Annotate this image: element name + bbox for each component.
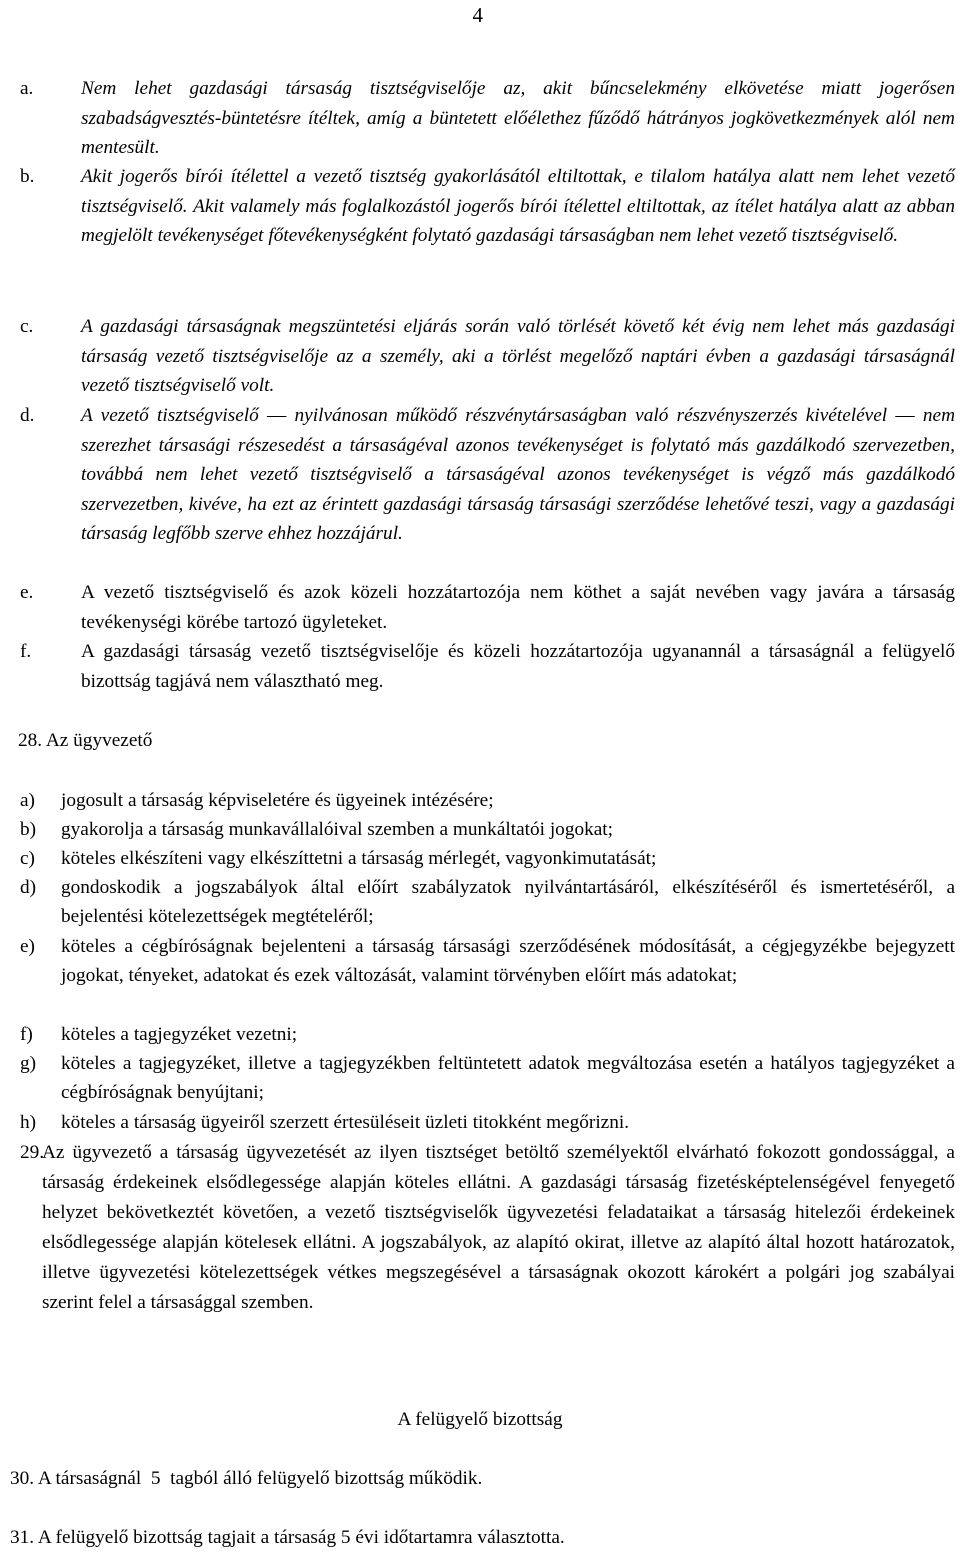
item-text: A gazdasági társaságnak megszüntetési eljárás során való törlését követő két évig nem lehet más gazdasági társaság vezető tisztségviselője az a személy, aki a törlést megelőző naptári évben a gazdasági társaságnál vezető tisztségviselő volt. (81, 316, 955, 396)
list-item (20, 312, 955, 401)
item-label: d) (20, 877, 37, 898)
list-item (20, 844, 955, 873)
list-item (20, 932, 955, 990)
item-label: h) (20, 1112, 37, 1133)
item-text: köteles elkészíteni vagy elkészíttetni a társaság mérlegét, vagyonkimutatását; (61, 848, 657, 869)
list-item (20, 401, 955, 549)
list-item (20, 1049, 955, 1107)
item-label: e) (20, 936, 35, 957)
item-label: a) (20, 790, 35, 811)
item-text: A gazdasági társaság vezető tisztségviselője és közeli hozzátartozója ugyanannál a társaságnál a felügyelő bizottság tagjává nem választható meg. (81, 641, 955, 692)
item-label: c. (20, 316, 34, 337)
item-label: d. (20, 405, 35, 426)
list-item (20, 74, 955, 163)
item-label: f) (20, 1024, 33, 1045)
list-item (20, 637, 955, 696)
item-text: jogosult a társaság képviseletére és ügyeinek intézésére; (61, 790, 494, 811)
item-text: köteles a társaság ügyeiről szerzett értesüléseit üzleti titokként megőrizni. (61, 1112, 630, 1133)
list-item (20, 1020, 955, 1049)
item-text: A vezető tisztségviselő ― nyilvánosan működő részvénytársaságban való részvényszerzés kivételével ― nem szerezhet társasági részesedést a társaságéval azonos tevékenységet is folytató más gazdálkodó szervezetben, továbbá nem lehet vezető tisztségviselő a társaságéval azonos tevékenységet is végző más gazdálkodó szervezetben, kivéve, ha ezt az érintett gazdasági társaság társasági szerződése lehetővé teszi, vagy a gazdasági társaság legfőbb szerve ehhez hozzájárul. (81, 405, 955, 544)
list-item (20, 815, 955, 844)
item-label: f. (20, 641, 32, 662)
list-item (20, 1108, 955, 1137)
paragraph-text: Az ügyvezető a társaság ügyvezetését az ilyen tisztséget betöltő személyektől elvárható fokozott gondossággal, a társaság érdekeinek elsődlegessége alapján köteles ellátni. A gazdasági társaság fizetésképtelenségével fenyegető helyzet bekövetkeztét követően, a vezető tisztségviselők ügyvezetési feladataikat a társaság hitelezői érdekeinek elsődlegessége alapján kötelesek ellátni. A jogszabályok, az alapító okirat, illetve az alapító által hozott határozatok, illetve ügyvezetési kötelezettségek vétkes megszegésével a társaságnak okozott károkért a polgári jog szabályai szerint felel a társasággal szemben. (42, 1142, 955, 1313)
paragraph-29 (20, 1138, 955, 1318)
page-number: 4 (472, 3, 483, 27)
item-text: A vezető tisztségviselő és azok közeli hozzátartozója nem köthet a saját nevében vagy javára a társaság tevékenységi körébe tartozó ügyleteket. (81, 582, 955, 633)
item-text: gyakorolja a társaság munkavállalóival szemben a munkáltatói jogokat; (61, 819, 614, 840)
item-label: c) (20, 848, 35, 869)
section-title: A felügyelő bizottság (397, 1409, 563, 1430)
list-item (20, 873, 955, 931)
point-30: 30. A társaságnál 5 tagból álló felügyelő bizottság működik. (10, 1468, 483, 1489)
item-label: b. (20, 166, 35, 187)
section-heading: 28. Az ügyvezető (18, 730, 153, 751)
point-31: 31. A felügyelő bizottság tagjait a társaság 5 évi időtartamra választotta. (10, 1527, 565, 1548)
item-label: b) (20, 819, 37, 840)
item-label: e. (20, 582, 34, 603)
item-label: a. (20, 78, 34, 99)
item-label: g) (20, 1053, 37, 1074)
item-text: Nem lehet gazdasági társaság tisztségviselője az, akit bűncselekmény elkövetése miatt jogerősen szabadságvesztés-büntetésre ítéltek, amíg a büntetett előélethez fűződő hátrányos jogkövetkezmények alól nem mentesült. (81, 78, 955, 158)
item-text: köteles a tagjegyzéket vezetni; (61, 1024, 298, 1045)
item-text: gondoskodik a jogszabályok által előírt szabályzatok nyilvántartásáról, elkészítéséről és ismertetéséről, a bejelentési kötelezettségek megtételéről; (61, 877, 955, 928)
item-text: köteles a cégbíróságnak bejelenteni a társaság társasági szerződésének módosítását, a cégjegyzékbe bejegyzett jogokat, tényeket, adatokat és ezek változását, valamint törvényben előírt más adatokat; (61, 936, 955, 987)
list-item (20, 786, 955, 815)
list-item (20, 578, 955, 637)
paragraph-number: 29. (20, 1142, 45, 1163)
item-text: Akit jogerős bírói ítélettel a vezető tisztség gyakorlásától eltiltottak, e tilalom hatálya alatt nem lehet vezető tisztségviselő. Akit valamely más foglalkozástól jogerős bírói ítélettel eltiltottak, az ítélet hatálya alatt az abban megjelölt tevékenységet főtevékenységként folytató gazdasági társaságban nem lehet vezető tisztségviselő. (81, 166, 955, 246)
item-text: köteles a tagjegyzéket, illetve a tagjegyzékben feltüntetett adatok megváltozása esetén a hatályos tagjegyzéket a cégbíróságnak benyújtani; (61, 1053, 955, 1104)
list-item (20, 162, 955, 251)
